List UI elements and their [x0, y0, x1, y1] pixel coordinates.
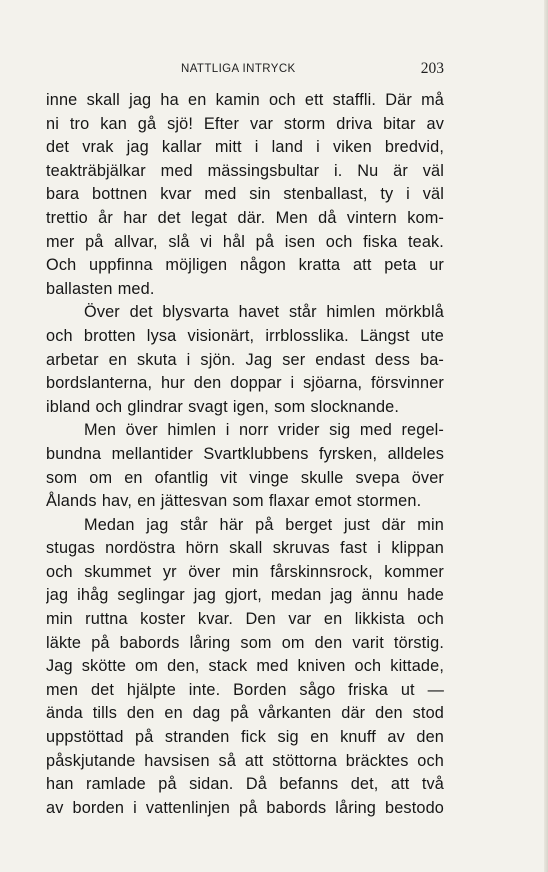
text-line: påskjutande havsisen så att stöttorna bräcktes och — [46, 751, 444, 770]
text-line: läkte på babords låring som om den varit törstig. — [46, 633, 444, 652]
page-number: 203 — [420, 60, 444, 77]
text-line: jag ihåg seglingar jag gjort, medan jag ännu hade — [46, 586, 444, 605]
text-line: och brotten lysa visionärt, irrblosslika. Längst ute — [46, 326, 444, 345]
text-line: det vrak jag kallar mitt i land i viken bredvid, — [46, 138, 444, 157]
running-title: NATTLIGA INTRYCK — [181, 63, 296, 75]
text-line: Medan jag står här på berget just där min — [84, 515, 444, 534]
text-line: ni tro kan gå sjö! Efter var storm driva bitar av — [46, 114, 444, 133]
text-line: inne skall jag ha en kamin och ett staffli. Där må — [46, 91, 444, 109]
text-line: han ramlade på sidan. Då befanns det, att två — [46, 775, 444, 794]
text-line: ballasten med. — [46, 279, 155, 298]
text-line: Men över himlen i norr vrider sig med regel- — [84, 421, 444, 440]
text-line: av borden i vattenlinjen på babords låring bestodo — [46, 798, 444, 817]
text-line: teakträbjälkar med mässingsbultar i. Nu är väl — [46, 161, 444, 180]
body-text — [46, 89, 444, 820]
text-line: bara bottnen kvar med sin stenballast, ty i väl — [46, 185, 444, 204]
text-line: men det hjälpte inte. Borden sågo friska ut — — [46, 680, 444, 699]
text-line: Ålands hav, en jättesvan som flaxar emot stormen. — [46, 492, 422, 511]
text-line: mer på allvar, slå vi hål på isen och fiska teak. — [46, 232, 444, 251]
text-line: som om en ofantlig vit vinge skulle svepa över — [46, 468, 444, 487]
page-edge — [544, 0, 548, 872]
text-line: Och uppfinna möjligen någon kratta att peta ur — [46, 256, 444, 275]
page-header — [46, 60, 446, 82]
text-line: ibland och glindrar svagt igen, som slocknande. — [46, 397, 400, 416]
text-line: bundna mellantider Svartklubbens fyrsken, alldeles — [46, 444, 444, 463]
text-line: Över det blysvarta havet står himlen mörkblå — [84, 303, 444, 322]
text-line: uppstöttad på stranden fick sig en knuff av den — [46, 728, 444, 747]
text-line: stugas nordöstra hörn skall skruvas fast i klippan — [46, 539, 444, 558]
text-line: min ruttna koster kvar. Den var en likkista och — [46, 610, 444, 629]
text-line: ända tills den en dag på vårkanten där den stod — [46, 704, 444, 723]
text-line: bordslanterna, hur den doppar i sjöarna, försvinner — [46, 374, 444, 393]
text-line: trettio år har det legat där. Men då vintern kom- — [46, 208, 444, 227]
text-line: arbetar en skuta i sjön. Jag ser endast dess ba- — [46, 350, 444, 369]
text-line: och skummet yr över min fårskinnsrock, kommer — [46, 562, 444, 581]
text-line: Jag skötte om den, stack med kniven och kittade, — [46, 657, 444, 676]
